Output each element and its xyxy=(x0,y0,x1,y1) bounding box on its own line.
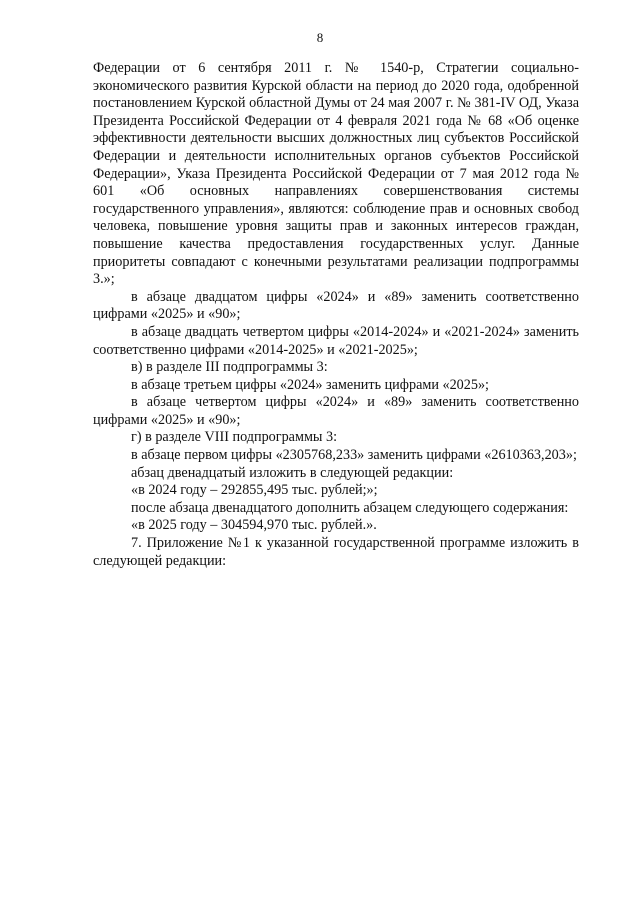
document-body xyxy=(93,60,579,570)
paragraph: после абзаца двенадцатого дополнить абзацем следующего содержания: xyxy=(131,499,569,516)
paragraph: в абзаце двадцать четвертом цифры «2014-2024» и «2021-2024» заменить соответственно цифрами «2014-2025» и «2021-2025»; xyxy=(93,323,579,358)
paragraph: 7. Приложение №1 к указанной государственной программе изложить в следующей редакции: xyxy=(93,535,579,569)
paragraph: «в 2025 году – 304594,970 тыс. рублей.». xyxy=(131,517,377,534)
paragraph: в абзаце первом цифры «2305768,233» заменить цифрами «2610363,203»; xyxy=(131,447,577,464)
paragraph: г) в разделе VIII подпрограммы 3: xyxy=(131,429,338,446)
paragraph: в абзаце четвертом цифры «2024» и «89» заменить соответственно цифрами «2025» и «90»; xyxy=(93,394,579,428)
page-number: 8 xyxy=(316,30,324,45)
paragraph: в абзаце третьем цифры «2024» заменить цифрами «2025»; xyxy=(131,376,489,393)
paragraph: «в 2024 году – 292855,495 тыс. рублей;»; xyxy=(131,482,378,499)
paragraph: в) в разделе III подпрограммы 3: xyxy=(131,359,328,376)
paragraph: абзац двенадцатый изложить в следующей редакции: xyxy=(131,464,454,481)
paragraph: в абзаце двадцатом цифры «2024» и «89» заменить соответственно цифрами «2025» и «90»; xyxy=(93,288,579,323)
paragraph-continuation: Федерации от 6 сентября 2011 г. № 1540-р, Стратегии социально-экономического развития Курской области на период до 2020 года, одобренной постановлением Курской областной Думы от 24 мая 2007 г. № 381-IV ОД, Указа Президента Российской Федерации от 4 февраля 2021 года № 68 «Об оценке эффективности деятельности высших должностных лиц субъектов Российской Федерации и деятельности исполнительных органов субъектов Российской Федерации», Указа Президента Российской Федерации от 7 мая 2012 года № 601 «Об основных направлениях совершенствования системы государственного управления», являются: соблюдение прав и основных свобод человека, повышение уровня защиты прав и законных интересов граждан, повышение качества предоставления государственных услуг. Данные приоритеты совпадают с конечными результатами реализации подпрограммы 3.»; xyxy=(93,60,579,288)
